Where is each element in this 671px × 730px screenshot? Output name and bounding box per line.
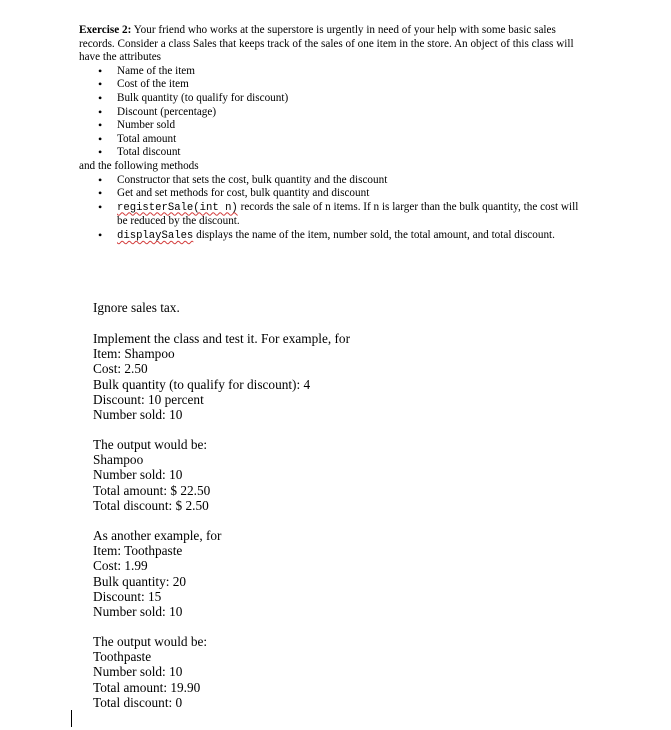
- methods-intro: and the following methods: [79, 159, 199, 172]
- example1-line: Bulk quantity (to qualify for discount): 4: [93, 376, 311, 392]
- example1-block: [93, 331, 493, 422]
- output2-line: Number sold: 10: [93, 664, 183, 680]
- display-sales-code: displaySales: [117, 229, 194, 242]
- method-display-sales: [79, 229, 579, 244]
- output1-line: Shampoo: [93, 452, 144, 468]
- example1-line: Discount: 10 percent: [93, 391, 204, 407]
- example1-line: Number sold: 10: [93, 407, 183, 423]
- method-get-set: • Get and set methods for cost, bulk quantity and discount: [79, 187, 579, 201]
- example1-line: Item: Shampoo: [93, 346, 175, 362]
- output2-block: [93, 634, 493, 710]
- list-item: • Number sold: [79, 119, 579, 133]
- method-register-sale: [79, 201, 579, 229]
- output2-line: Toothpaste: [93, 649, 152, 665]
- output2-line: Total amount: 19.90: [93, 679, 201, 695]
- output2-line: Total discount: 0: [93, 694, 183, 710]
- list-item: • Bulk quantity (to qualify for discount): [79, 92, 579, 106]
- ignore-tax-block: [93, 300, 493, 315]
- output1-line: Number sold: 10: [93, 467, 183, 483]
- output1-intro: The output would be:: [93, 437, 208, 452]
- method-constructor: • Constructor that sets the cost, bulk quantity and the discount: [79, 174, 579, 188]
- register-sale-code: registerSale(int n): [117, 201, 238, 214]
- example2-block: [93, 528, 493, 619]
- output1-line: Total discount: $ 2.50: [93, 497, 209, 513]
- ignore-tax-text: Ignore sales tax.: [93, 300, 180, 315]
- output2-intro: The output would be:: [93, 634, 208, 649]
- example2-line: Discount: 15: [93, 588, 162, 604]
- display-sales-text: displays the name of the item, number sold, the total amount, and total discount.: [193, 228, 555, 241]
- exercise-section: [79, 24, 579, 244]
- output1-line: Total amount: $ 22.50: [93, 482, 211, 498]
- example2-line: Item: Toothpaste: [93, 543, 183, 559]
- list-item: • Name of the item: [79, 65, 579, 79]
- method-list: [79, 174, 579, 244]
- example2-intro: As another example, for: [93, 528, 222, 543]
- exercise-intro-text: Your friend who works at the superstore is urgently in need of your help with some basic sales records. Consider a class Sales that keeps track of the sales of one item in the store. An object of this class will have the attributes: [79, 24, 574, 64]
- list-item: • Total discount: [79, 146, 579, 160]
- example2-line: Cost: 1.99: [93, 558, 148, 574]
- output1-block: [93, 437, 493, 513]
- example2-line: Bulk quantity: 20: [93, 573, 187, 589]
- text-cursor[interactable]: [71, 710, 72, 727]
- exercise-intro: [79, 24, 579, 65]
- exercise-label: Exercise 2:: [79, 24, 132, 36]
- list-item: • Total amount: [79, 133, 579, 147]
- example1-line: Cost: 2.50: [93, 361, 148, 377]
- list-item: • Cost of the item: [79, 78, 579, 92]
- list-item: • Discount (percentage): [79, 106, 579, 120]
- example1-intro: Implement the class and test it. For example, for: [93, 331, 351, 346]
- register-sale-text: records the sale of n items. If n is larger than the bulk quantity, the cost will be reduced by the discount.: [117, 200, 579, 228]
- attribute-list: [79, 65, 579, 160]
- example2-line: Number sold: 10: [93, 604, 183, 620]
